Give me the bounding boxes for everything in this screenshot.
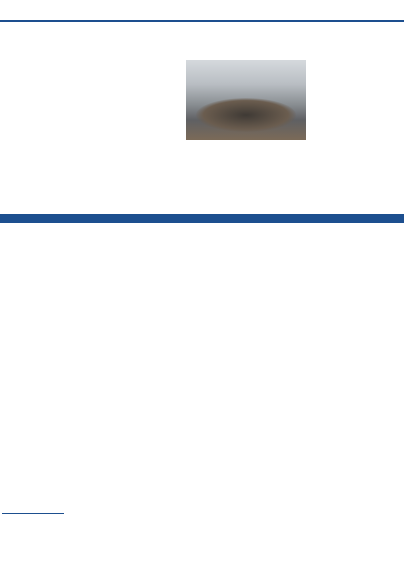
- mine-pit: [196, 98, 296, 132]
- infront-logo: [345, 547, 401, 565]
- left-story: [4, 26, 64, 29]
- legend: [2, 513, 64, 569]
- market-ticker: [0, 214, 404, 223]
- legend-text: [2, 515, 64, 517]
- page-header: [0, 0, 404, 22]
- right-story: [341, 26, 401, 29]
- mine-photo: [186, 60, 306, 140]
